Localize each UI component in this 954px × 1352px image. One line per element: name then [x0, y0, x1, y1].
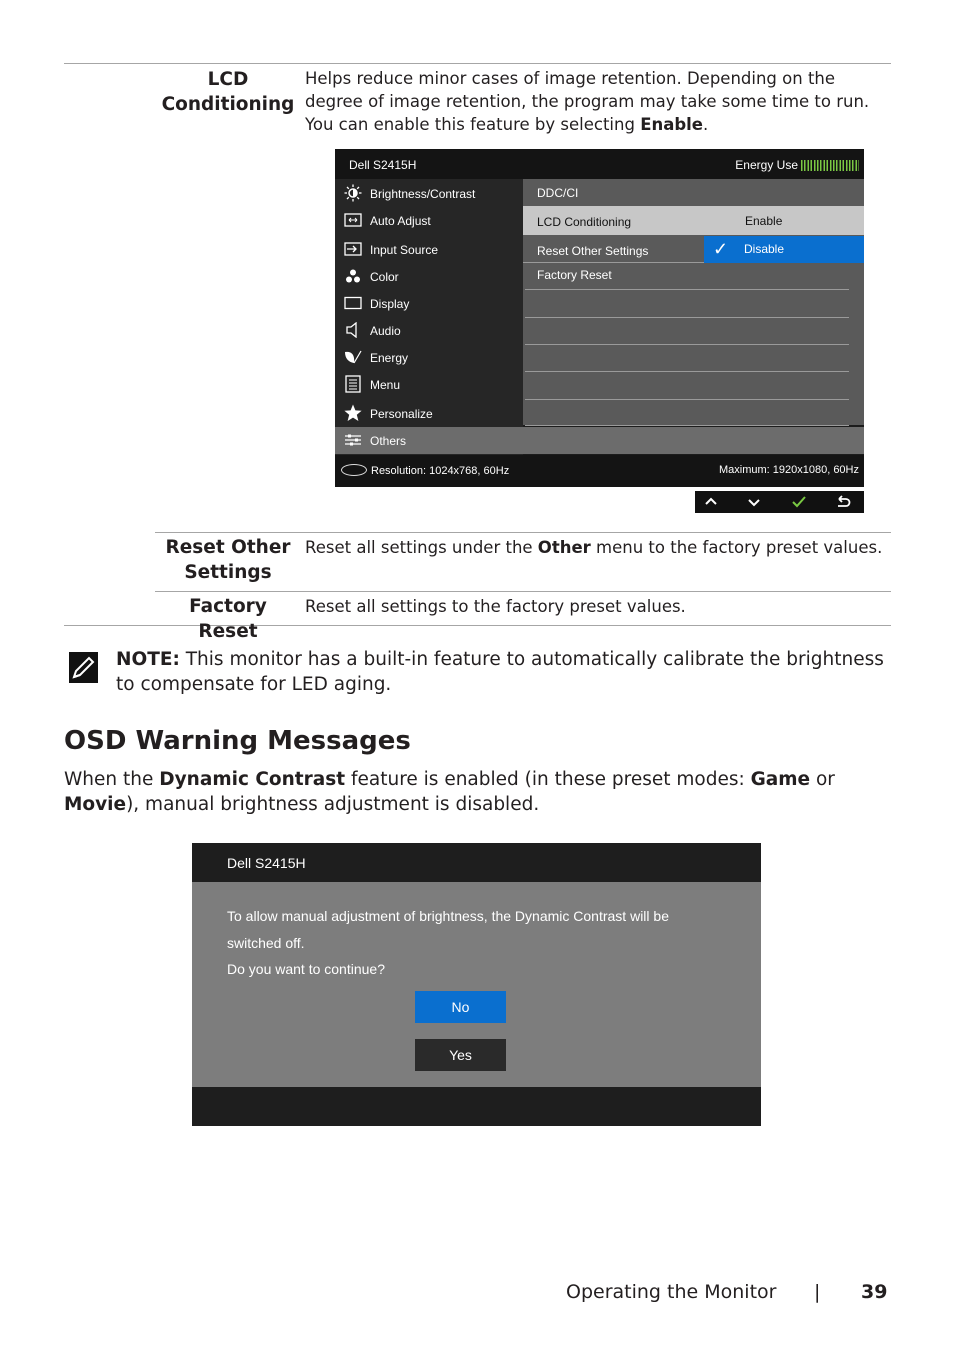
- note-body: This monitor has a built-in feature to automatically calibrate the brightness to compensate for LED aging.: [116, 649, 884, 695]
- submenu-label: LCD Conditioning: [537, 215, 632, 229]
- submenu-factory-reset[interactable]: [523, 263, 849, 289]
- submenu-ddc-ci[interactable]: [523, 179, 849, 206]
- menu-item-personalize[interactable]: [335, 400, 523, 427]
- resolution-icon: [341, 464, 367, 476]
- energy-icon: [344, 348, 362, 366]
- color-icon: [344, 267, 362, 285]
- term-line: Settings: [184, 562, 272, 583]
- menu-item-label: Display: [370, 297, 410, 311]
- body-text: When the: [64, 769, 160, 790]
- menu-item-label: Energy: [370, 351, 409, 365]
- others-icon: [344, 431, 362, 449]
- term-line: LCD: [207, 69, 249, 90]
- menu-item-label: Brightness/Contrast: [370, 187, 476, 201]
- desc-reset-other-settings: [305, 536, 885, 559]
- no-button[interactable]: No: [415, 991, 506, 1023]
- menu-item-label: Others: [370, 434, 407, 448]
- menu-item-energy[interactable]: [335, 344, 523, 371]
- desc-text: Reset all settings under the: [305, 538, 538, 557]
- audio-icon: [344, 321, 362, 339]
- warning-footer: [192, 1087, 761, 1126]
- auto-adjust-icon: [344, 211, 362, 229]
- osd-button-bar: [695, 491, 864, 513]
- brightness-icon: [344, 184, 362, 202]
- osd-header: [335, 149, 864, 179]
- warning-message: To allow manual adjustment of brightness, the Dynamic Contrast will be switched off.: [227, 908, 669, 951]
- menu-item-others[interactable]: [335, 427, 864, 454]
- desc-bold: Enable: [640, 115, 703, 134]
- osd-footer: [335, 455, 864, 487]
- desc-lcd-conditioning: [305, 67, 880, 136]
- submenu-label: Reset Other Settings: [537, 244, 649, 258]
- checkmark-icon: ✓: [713, 239, 729, 259]
- menu-item-audio[interactable]: [335, 317, 523, 344]
- note-pencil-icon: [69, 652, 98, 683]
- submenu-divider: [525, 317, 849, 318]
- footer-section-title: Operating the Monitor: [566, 1281, 777, 1303]
- desc-text: menu to the factory preset values.: [590, 538, 883, 557]
- section-heading: OSD Warning Messages: [64, 726, 411, 756]
- check-icon[interactable]: [791, 491, 807, 519]
- energy-use-label: Energy Use: [735, 158, 798, 172]
- page-number: 39: [861, 1281, 888, 1303]
- term-reset-other-settings: [160, 535, 296, 585]
- submenu-divider: [525, 371, 849, 372]
- submenu-divider: [525, 344, 849, 345]
- body-text: or: [810, 769, 835, 790]
- menu-item-label: Personalize: [370, 407, 433, 421]
- body-bold: Dynamic Contrast: [159, 769, 346, 790]
- star-icon: [344, 404, 362, 422]
- body-bold: Movie: [64, 794, 127, 815]
- submenu-divider: [525, 399, 849, 400]
- menu-item-input-source[interactable]: [335, 236, 523, 263]
- option-disable[interactable]: [704, 236, 864, 263]
- footer-separator: |: [814, 1281, 821, 1303]
- body-text: ), manual brightness adjustment is disabled.: [126, 794, 540, 815]
- term-lcd-conditioning: [160, 67, 296, 117]
- submenu-divider: [525, 425, 849, 426]
- term-factory-reset: Factory Reset: [189, 596, 267, 642]
- back-icon[interactable]: [835, 491, 851, 519]
- table-row-rule: [155, 591, 891, 592]
- note-label: NOTE:: [116, 649, 180, 670]
- menu-item-color[interactable]: [335, 263, 523, 290]
- submenu-lcd-conditioning[interactable]: [523, 206, 864, 235]
- max-resolution-text: Maximum: 1920x1080, 60Hz: [718, 464, 859, 476]
- menu-item-display[interactable]: [335, 290, 523, 317]
- option-enable[interactable]: Enable: [745, 214, 783, 228]
- osd-menu-screenshot: [335, 149, 864, 487]
- submenu-divider: [525, 289, 849, 290]
- submenu-label: DDC/CI: [537, 186, 579, 200]
- menu-item-auto-adjust[interactable]: [335, 207, 523, 234]
- table-top-rule: [64, 63, 891, 64]
- section-body: [64, 767, 894, 817]
- menu-item-label: Color: [370, 270, 399, 284]
- table-row-rule: [155, 532, 891, 533]
- desc-text: Helps reduce minor cases of image retention. Depending on the degree of image retention, the program may take some time to run. You can enable this feature by selecting: [305, 69, 870, 134]
- energy-meter: [801, 160, 859, 171]
- option-label: Disable: [744, 242, 785, 256]
- submenu-reset-other-settings[interactable]: [523, 236, 704, 263]
- display-icon: [344, 294, 362, 312]
- menu-item-menu[interactable]: [335, 371, 523, 398]
- menu-item-brightness-contrast[interactable]: [335, 180, 523, 207]
- down-icon[interactable]: [747, 491, 761, 519]
- warning-question: Do you want to continue?: [227, 961, 385, 977]
- yes-button[interactable]: Yes: [415, 1039, 506, 1071]
- note-text: [116, 647, 896, 697]
- menu-item-label: Auto Adjust: [370, 214, 431, 228]
- warning-model-title: Dell S2415H: [227, 855, 306, 871]
- desc-text: .: [703, 115, 709, 134]
- menu-icon: [344, 375, 362, 393]
- menu-item-label: Input Source: [370, 243, 439, 257]
- submenu-label: Factory Reset: [537, 268, 612, 282]
- osd-model-title: Dell S2415H: [349, 158, 417, 172]
- menu-item-label: Menu: [370, 378, 401, 392]
- term-line: Conditioning: [161, 94, 295, 115]
- menu-item-label: Audio: [370, 324, 401, 338]
- osd-warning-dialog: [192, 843, 761, 1126]
- input-source-icon: [344, 240, 362, 258]
- body-text: feature is enabled (in these preset modes:: [345, 769, 751, 790]
- warning-header: [192, 843, 761, 882]
- body-bold: Game: [750, 769, 811, 790]
- desc-bold: Other: [537, 538, 591, 557]
- up-icon[interactable]: [704, 491, 718, 519]
- resolution-text: Resolution: 1024x768, 60Hz: [371, 465, 510, 477]
- desc-factory-reset: Reset all settings to the factory preset values.: [305, 597, 686, 616]
- term-line: Reset Other: [165, 537, 291, 558]
